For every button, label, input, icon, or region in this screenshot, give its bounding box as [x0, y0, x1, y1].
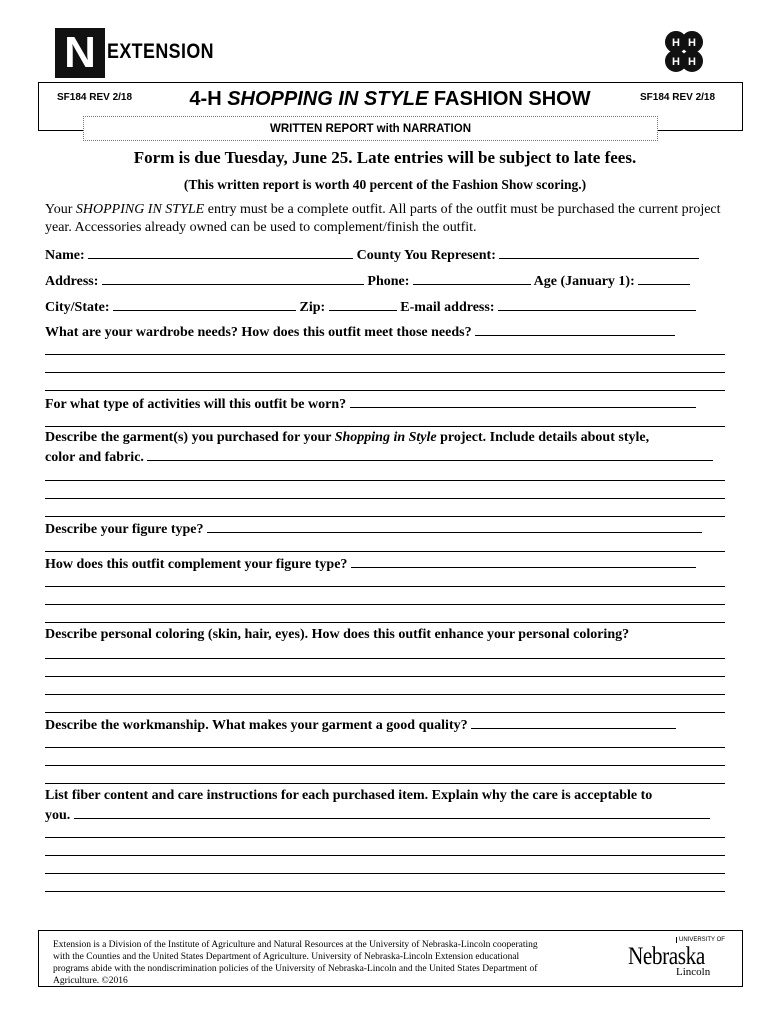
header-rule-left	[38, 130, 83, 131]
question-fiber-content	[45, 788, 652, 804]
nebraska-n-logo	[55, 28, 105, 78]
answer-line[interactable]	[45, 604, 725, 605]
question-text: color and fabric.	[45, 450, 144, 465]
question-italic: Shopping in Style	[334, 430, 437, 445]
header-rule-right	[658, 130, 743, 131]
question-text-cont: project. Include details about style,	[436, 430, 650, 445]
title-suffix: FASHION SHOW	[428, 88, 591, 110]
intro-italic: SHOPPING IN STYLE	[75, 202, 205, 217]
page-subtitle: WRITTEN REPORT with NARRATION	[269, 123, 472, 135]
clover-letter-1: H	[672, 37, 680, 49]
address-field[interactable]	[102, 272, 364, 285]
answer-line[interactable]	[45, 586, 725, 587]
title-italic: SHOPPING IN STYLE	[227, 88, 429, 110]
answer-line[interactable]	[45, 855, 725, 856]
page-title	[185, 88, 595, 111]
question-workmanship	[45, 716, 676, 734]
intro-part-1: Your	[45, 202, 76, 217]
question-text: Describe personal coloring (skin, hair, eyes). How does this outfit enhance your personal coloring?	[45, 627, 630, 642]
answer-field[interactable]	[207, 520, 702, 533]
zip-label: Zip:	[299, 300, 326, 315]
intro-paragraph	[45, 201, 735, 237]
answer-line[interactable]	[45, 873, 725, 874]
answer-line[interactable]	[45, 712, 725, 713]
question-fiber-content-line2	[45, 806, 710, 824]
address-label: Address:	[45, 274, 99, 289]
email-field[interactable]	[498, 298, 696, 311]
logo-letter: N	[64, 28, 96, 77]
question-wardrobe-needs	[45, 323, 675, 341]
answer-line[interactable]	[45, 891, 725, 892]
extension-label: EXTENSION	[107, 40, 214, 63]
question-text: Describe the garment(s) you purchased for your	[45, 430, 335, 445]
question-garment-description	[45, 430, 649, 446]
answer-line[interactable]	[45, 783, 725, 784]
question-text: For what type of activities will this outfit be worn?	[45, 397, 347, 412]
answer-field[interactable]	[350, 395, 696, 408]
answer-line[interactable]	[45, 694, 725, 695]
answer-line[interactable]	[45, 372, 725, 373]
question-activities	[45, 395, 696, 413]
answer-line[interactable]	[45, 551, 725, 552]
question-text: you.	[45, 808, 71, 823]
answer-line[interactable]	[45, 390, 725, 391]
answer-line[interactable]	[45, 676, 725, 677]
footer-disclaimer: Extension is a Division of the Institute of Agriculture and Natural Resources at the University of Nebraska-Lincoln cooperating with the Counties and the United States Department of Agriculture. University of Nebraska-Lincoln Extension educational programs abide with the nondiscrimination policies of the University of Nebraska-Lincoln and the United States Department of Agriculture. ©2016	[53, 940, 538, 986]
question-text: Describe the workmanship. What makes your garment a good quality?	[45, 718, 468, 733]
clover-letter-2: H	[688, 37, 696, 49]
city-state-label: City/State:	[45, 300, 110, 315]
four-h-clover-icon	[656, 28, 712, 80]
city-state-field[interactable]	[113, 298, 296, 311]
name-row	[45, 246, 699, 264]
answer-line[interactable]	[45, 837, 725, 838]
answer-field[interactable]	[74, 806, 710, 819]
phone-field[interactable]	[413, 272, 531, 285]
question-text: Describe your figure type?	[45, 522, 204, 537]
clover-letter-4: H	[688, 56, 696, 68]
phone-label: Phone:	[367, 274, 410, 289]
answer-field[interactable]	[475, 323, 675, 336]
question-figure-complement	[45, 555, 696, 573]
question-text: How does this outfit complement your figure type?	[45, 557, 348, 572]
clover-letter-3: H	[672, 56, 680, 68]
answer-line[interactable]	[45, 658, 725, 659]
intro-part-2: entry must be a complete outfit. All parts of the outfit must be purchased the current project year. Accessories already owned can be used to complement/finish the outfit.	[45, 202, 721, 235]
zip-field[interactable]	[329, 298, 397, 311]
question-figure-type	[45, 520, 702, 538]
answer-field[interactable]	[471, 716, 676, 729]
answer-line[interactable]	[45, 622, 725, 623]
name-field[interactable]	[88, 246, 353, 259]
form-code-left: SF184 REV 2/18	[57, 92, 133, 103]
due-notice: Form is due Tuesday, June 25. Late entries will be subject to late fees.	[133, 148, 637, 167]
answer-line[interactable]	[45, 765, 725, 766]
university-of-label: UNIVERSITY OF	[676, 937, 725, 943]
question-garment-description-line2	[45, 448, 713, 466]
age-label: Age (January 1):	[533, 274, 635, 289]
answer-line[interactable]	[45, 480, 725, 481]
answer-field[interactable]	[147, 448, 713, 461]
scoring-note: (This written report is worth 40 percent of the Fashion Show scoring.)	[183, 177, 587, 192]
answer-line[interactable]	[45, 747, 725, 748]
lincoln-wordmark: Lincoln	[676, 966, 711, 978]
form-code-right: SF184 REV 2/18	[640, 92, 716, 103]
answer-line[interactable]	[45, 516, 725, 517]
name-label: Name:	[45, 248, 85, 263]
answer-line[interactable]	[45, 354, 725, 355]
title-prefix: 4-H	[189, 88, 228, 110]
question-text: List fiber content and care instructions for each purchased item. Explain why the care is acceptable to	[45, 788, 653, 803]
question-personal-coloring	[45, 627, 629, 643]
email-label: E-mail address:	[400, 300, 495, 315]
question-text: What are your wardrobe needs? How does this outfit meet those needs?	[45, 325, 472, 340]
answer-field[interactable]	[351, 555, 696, 568]
age-field[interactable]	[638, 272, 690, 285]
county-label: County You Represent:	[356, 248, 496, 263]
answer-line[interactable]	[45, 426, 725, 427]
answer-line[interactable]	[45, 498, 725, 499]
address-row	[45, 272, 690, 290]
nebraska-wordmark: Nebraska	[628, 943, 705, 970]
city-row	[45, 298, 696, 316]
county-field[interactable]	[499, 246, 699, 259]
